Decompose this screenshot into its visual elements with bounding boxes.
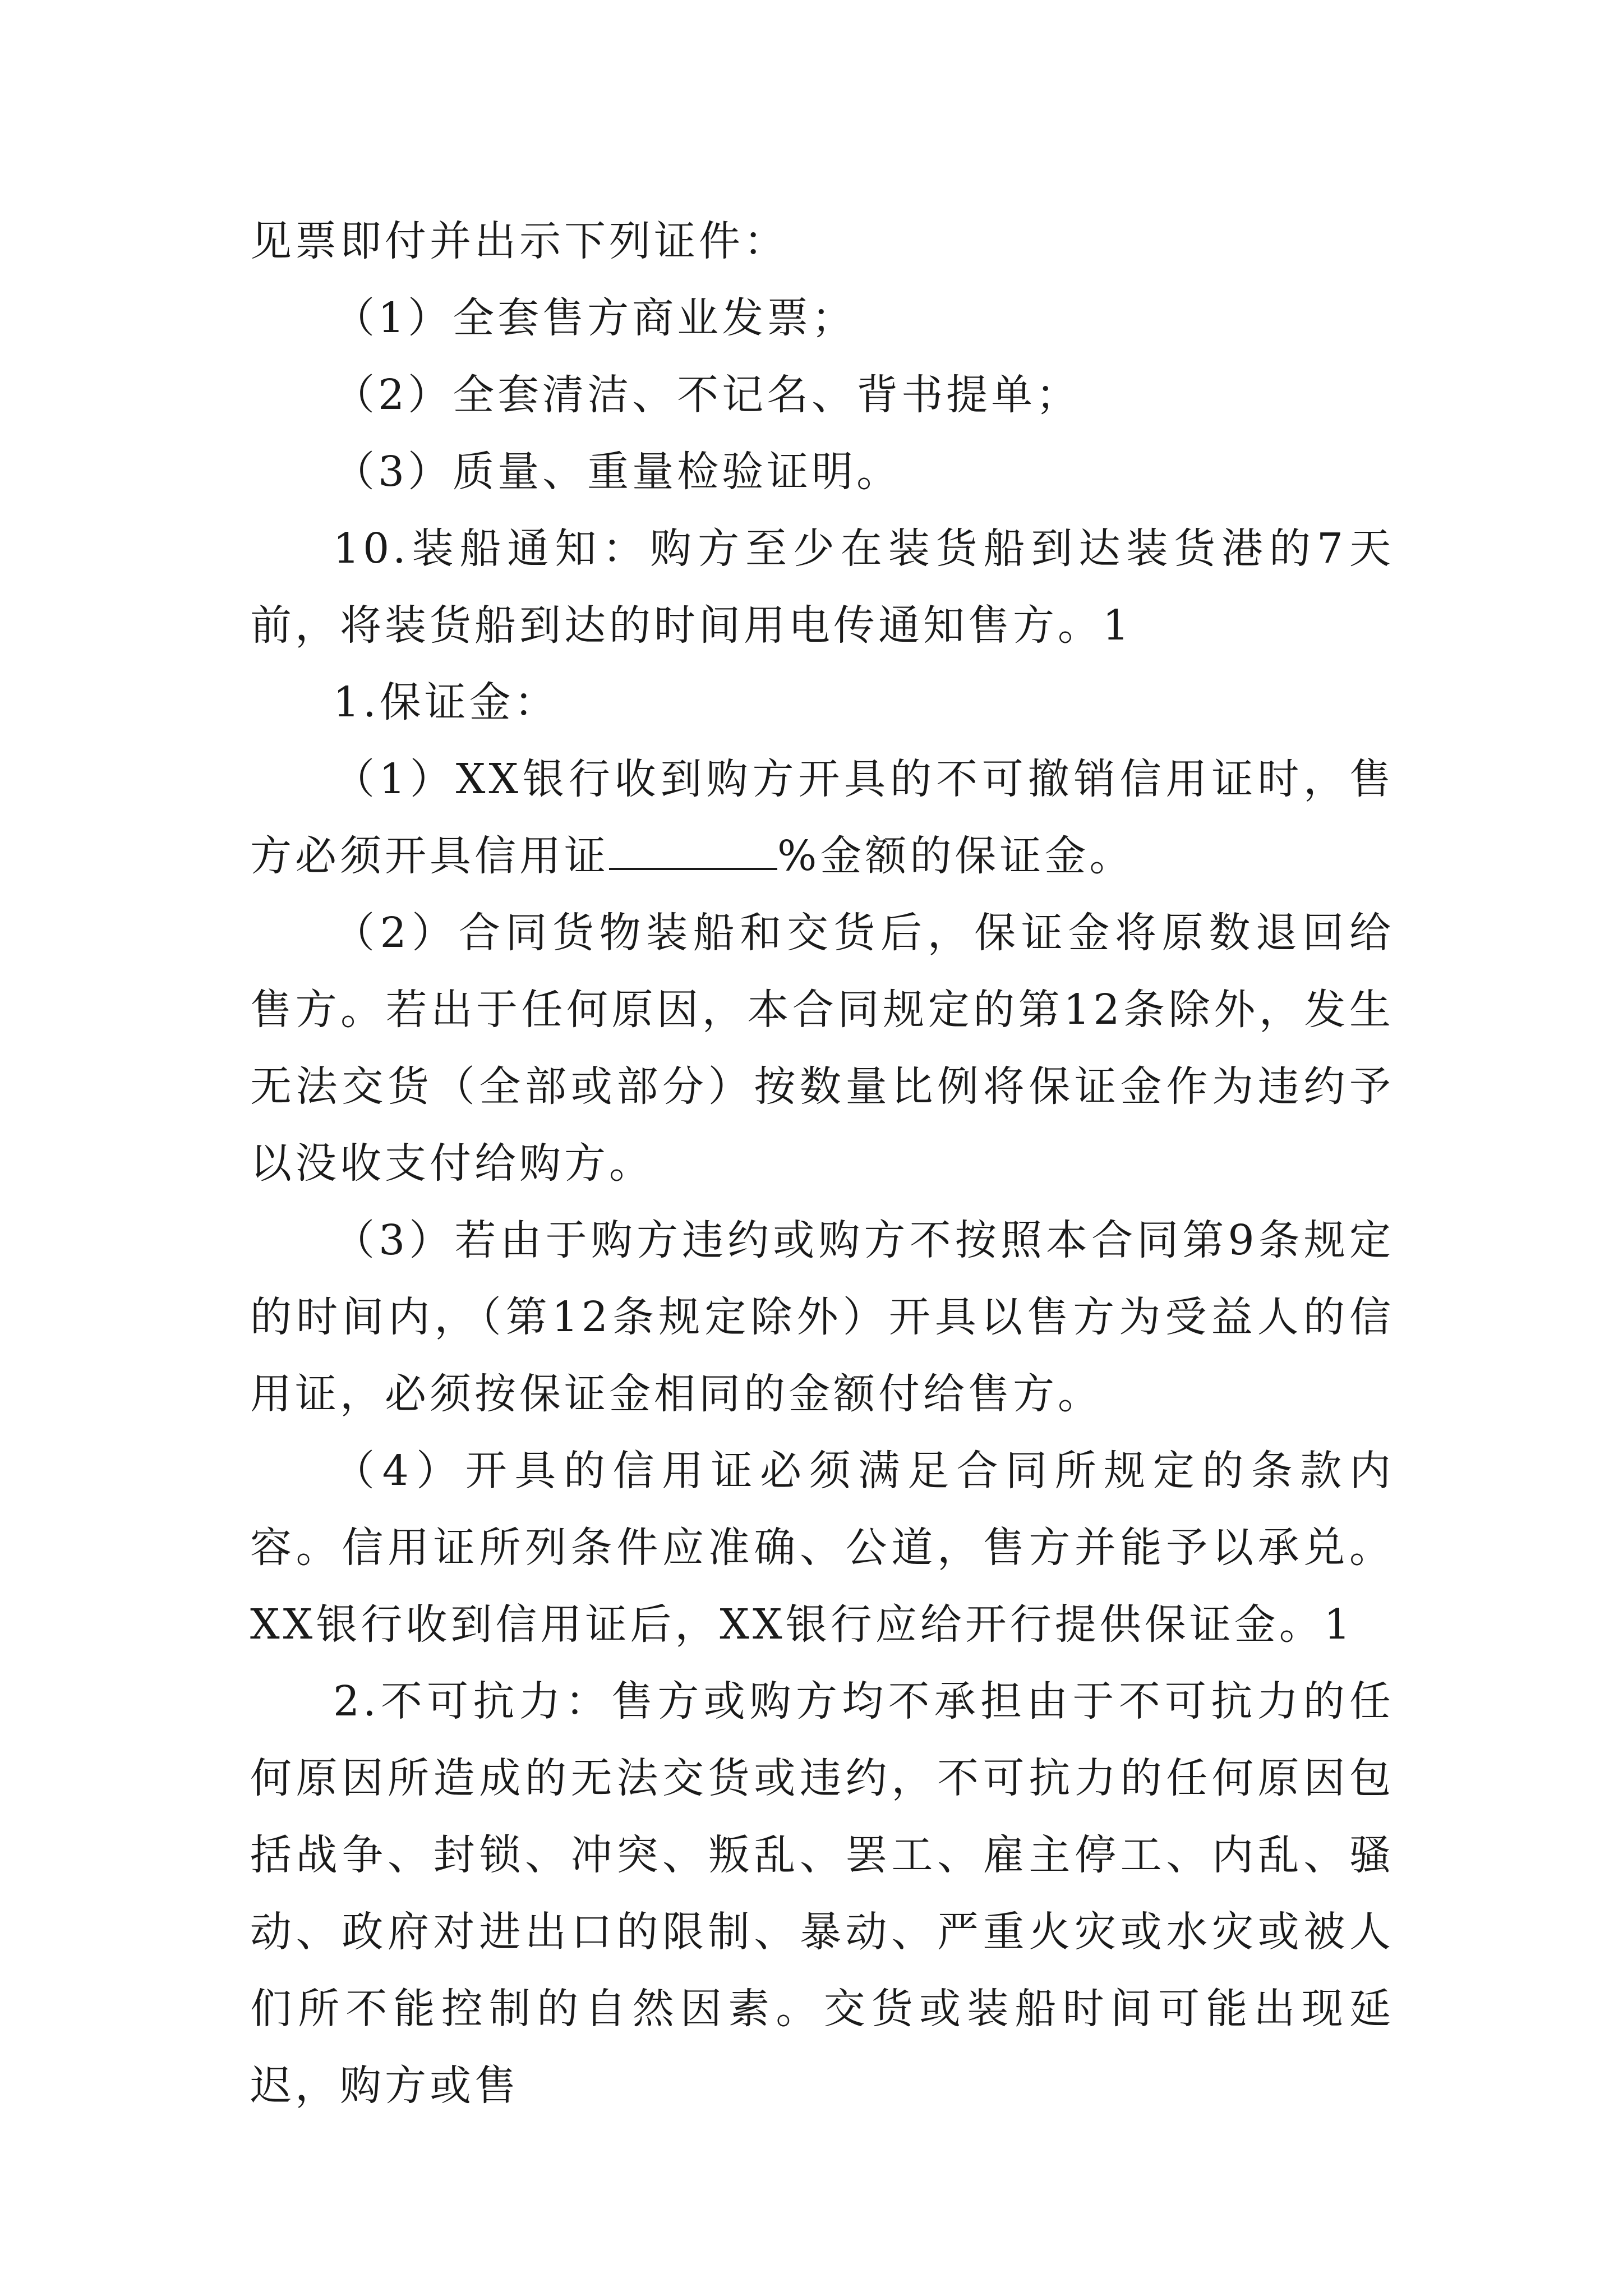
paragraph-deposit-heading: 1.保证金： <box>333 678 559 726</box>
paragraph-shipping-notice: 10.装船通知：购方至少在装货船到达装货港的7天前，将装货船到达的时间用电传通知售方。1 <box>250 524 1394 650</box>
paragraph-deposit-4: （4）开具的信用证必须满足合同所规定的条款内容。信用证所列条件应准确、公道，售方并能予以承兑。XX银行收到信用证后，XX银行应给开行提供保证金。1 <box>250 1447 1394 1649</box>
deposit-1-text: （1）XX银行收到购方开具的不可撤销信用证时，售方必须开具信用证 <box>250 755 1394 880</box>
document-body <box>250 203 1394 2124</box>
paragraph-payment-intro: 见票即付并出示下列证件： <box>250 217 789 265</box>
paragraph-deposit-2: （2）合同货物装船和交货后，保证金将原数退回给售方。若出于任何原因，本合同规定的第12条除外，发生无法交货（全部或部分）按数量比例将保证金作为违约予以没收支付给购方。 <box>250 909 1394 1188</box>
deposit-1-suffix: %金额的保证金。 <box>777 832 1135 880</box>
paragraph-force-majeure: 2.不可抗力：售方或购方均不承担由于不可抗力的任何原因所造成的无法交货或违约，不可抗力的任何原因包括战争、封锁、冲突、叛乱、罢工、雇主停工、内乱、骚动、政府对进出口的限制、暴动、严重火灾或水灾或被人们所不能控制的自然因素。交货或装船时间可能出现延迟，购方或售 <box>250 1677 1394 2110</box>
paragraph-item-inspection: （3）质量、重量检验证明。 <box>333 448 902 496</box>
paragraph-deposit-3: （3）若由于购方违约或购方不按照本合同第9条规定的时间内，（第12条规定除外）开具以售方为受益人的信用证，必须按保证金相同的金额付给售方。 <box>250 1216 1394 1418</box>
paragraph-deposit-1 <box>250 741 1394 895</box>
paragraph-item-invoice: （1）全套售方商业发票； <box>333 294 857 342</box>
percentage-blank-line <box>609 829 777 870</box>
paragraph-item-bill-of-lading: （2）全套清洁、不记名、背书提单； <box>333 371 1081 419</box>
